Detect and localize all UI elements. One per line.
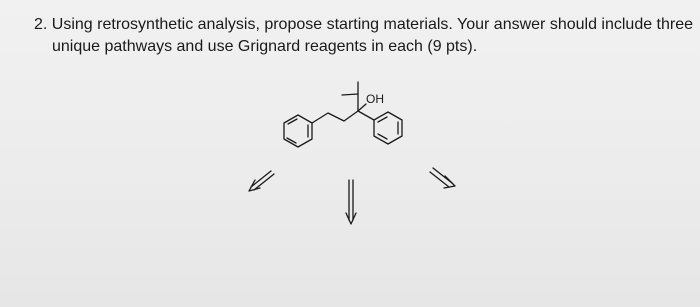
retro-arrow-right xyxy=(430,168,455,188)
question-text-line-1: Using retrosynthetic analysis, propose starting materials. Your answer should include three xyxy=(51,16,694,33)
hydroxyl-bond xyxy=(358,104,366,111)
retro-arrow-left xyxy=(249,171,274,191)
isopropyl-group xyxy=(342,82,358,111)
left-benzene-ring xyxy=(284,115,312,147)
question-number: 2. xyxy=(34,16,48,33)
alkyl-chain xyxy=(312,111,374,123)
hydroxyl-label: OH xyxy=(366,92,384,106)
right-benzene-ring xyxy=(374,112,402,144)
question-text-line-2: unique pathways and use Grignard reagents in each (9 pts). xyxy=(52,38,478,55)
retro-arrow-down xyxy=(346,180,356,224)
